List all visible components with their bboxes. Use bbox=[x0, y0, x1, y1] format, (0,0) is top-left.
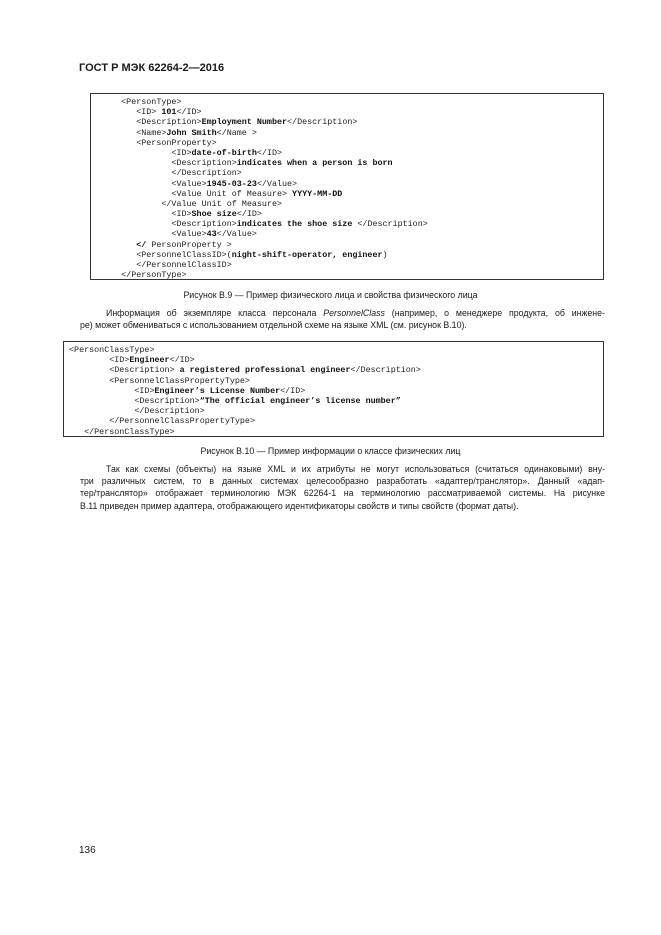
code-line bbox=[91, 107, 603, 117]
code-tag: </Name > bbox=[216, 127, 257, 138]
document-header: ГОСТ Р МЭК 62264-2—2016 bbox=[79, 62, 225, 74]
paragraph-line bbox=[80, 307, 605, 319]
code-tag: </Value> bbox=[216, 229, 257, 240]
code-tag: <PersonnelClassID>( bbox=[136, 249, 232, 260]
code-tag: <PersonClassType> bbox=[69, 345, 155, 355]
code-value-bold: Shoe size bbox=[191, 209, 237, 220]
code-line bbox=[91, 128, 603, 138]
code-line bbox=[64, 345, 603, 355]
code-tag: </ID> bbox=[176, 107, 202, 118]
code-tag: <ID> bbox=[171, 147, 192, 158]
code-tag: <PersonnelClassPropertyType> bbox=[109, 375, 250, 386]
code-tag: </PersonnelClassPropertyType> bbox=[109, 416, 255, 427]
code-value-bold: date-of-birth bbox=[191, 147, 257, 158]
code-line bbox=[91, 250, 603, 260]
paragraph-line: тер/транслятор» отображает терминологию МЭК 62264-1 на терминологию рассматриваемой системы. На рисунке bbox=[80, 488, 605, 499]
code-value-bold: Engineer bbox=[129, 355, 170, 366]
figure-caption-b9: Рисунок В.9 — Пример физического лица и свойства физического лица bbox=[183, 290, 478, 300]
code-line bbox=[91, 168, 603, 178]
code-value-bold: 101 bbox=[161, 107, 177, 118]
code-tag: <Value> bbox=[171, 229, 207, 240]
code-line bbox=[64, 406, 603, 416]
code-tag: <ID> bbox=[134, 385, 155, 396]
code-line bbox=[64, 365, 603, 375]
code-line bbox=[91, 219, 603, 229]
code-tag: ) bbox=[382, 249, 388, 260]
code-value-bold: </ bbox=[136, 239, 147, 250]
code-line bbox=[91, 229, 603, 239]
code-tag: <Value Unit of Measure> bbox=[171, 188, 293, 199]
code-tag: <ID> bbox=[171, 209, 192, 220]
code-line bbox=[91, 260, 603, 270]
code-line bbox=[64, 386, 603, 396]
paragraph-line: ре) может обмениваться с использованием отдельной схеме на языке XML (см. рисунок В.10). bbox=[80, 320, 467, 331]
paragraph-text: Информация об экземпляре класса персонала bbox=[106, 308, 324, 318]
paragraph-line: В.11 приведен пример адаптера, отображающего идентификаторы свойств и типы свойств (формат даты). bbox=[80, 500, 519, 511]
code-tag: <Description> bbox=[136, 117, 202, 128]
code-value-bold: John Smith bbox=[166, 127, 217, 138]
code-value-bold: indicates the shoe size bbox=[236, 219, 353, 230]
code-tag: <ID> bbox=[136, 107, 162, 118]
code-tag: <Value> bbox=[171, 178, 207, 189]
code-line bbox=[64, 416, 603, 426]
code-value-bold: 1945-03-23 bbox=[206, 178, 257, 189]
xml-code-block-person bbox=[90, 93, 604, 280]
code-tag: PersonProperty > bbox=[146, 239, 232, 250]
code-value-bold: Engineer’s License Number bbox=[154, 385, 281, 396]
xml-code-block-person-class bbox=[63, 341, 604, 437]
code-tag: </Description> bbox=[134, 406, 205, 417]
figure-caption-b10: Рисунок В.10 — Пример информации о классе физических лиц bbox=[200, 446, 461, 456]
code-tag: <Description> bbox=[134, 395, 200, 406]
code-line bbox=[64, 355, 603, 365]
paragraph-personnel-class bbox=[80, 307, 605, 331]
code-tag: </Description> bbox=[350, 365, 421, 376]
code-tag: <Description> bbox=[171, 158, 237, 169]
code-tag: <Name> bbox=[136, 127, 167, 138]
class-name-italic: PersonnelClass bbox=[323, 308, 385, 318]
code-value-bold: 43 bbox=[206, 229, 217, 240]
code-line bbox=[91, 97, 603, 107]
code-tag: <Description> bbox=[109, 365, 180, 376]
code-line bbox=[91, 148, 603, 158]
code-line bbox=[91, 199, 603, 209]
code-tag: </ID> bbox=[256, 147, 283, 158]
paragraph-text: (например, о менеджере продукта, об инжене- bbox=[384, 308, 605, 318]
code-tag: </PersonType> bbox=[121, 270, 187, 281]
code-tag: <ID> bbox=[109, 355, 130, 366]
code-line bbox=[64, 396, 603, 406]
code-value-bold: “The official engineer’s license number” bbox=[199, 395, 401, 406]
code-tag: </Description> bbox=[287, 117, 358, 128]
page-number: 136 bbox=[79, 845, 96, 856]
code-tag: </Description> bbox=[171, 168, 242, 179]
code-line bbox=[91, 209, 603, 219]
code-line bbox=[91, 189, 603, 199]
code-tag: </PersonClassType> bbox=[84, 426, 175, 437]
code-tag: </Value> bbox=[256, 178, 298, 189]
code-tag: <Description> bbox=[171, 219, 237, 230]
code-tag: </Description> bbox=[352, 219, 428, 230]
code-tag: </Value Unit of Measure> bbox=[161, 198, 282, 209]
code-tag: <PersonProperty> bbox=[136, 137, 217, 148]
code-line bbox=[64, 376, 603, 386]
code-value-bold: a registered professional engineer bbox=[179, 365, 351, 376]
code-tag: <PersonType> bbox=[121, 97, 182, 107]
paragraph-line: Так как схемы (объекты) на языке XML и их атрибуты не могут использоваться (считаться одинаковыми) вну- bbox=[106, 464, 605, 474]
code-line bbox=[91, 270, 603, 280]
paragraph-line: три различных систем, то в данных системах целесообразно разработать «адаптер/транслятор». Данный «адап- bbox=[80, 476, 605, 487]
code-line bbox=[91, 179, 603, 189]
code-line bbox=[91, 240, 603, 250]
code-tag: </PersonnelClassID> bbox=[136, 260, 232, 270]
paragraph-adapter bbox=[80, 463, 605, 512]
code-value-bold: Employment Number bbox=[201, 117, 288, 128]
code-line bbox=[91, 117, 603, 127]
code-value-bold: YYYY-MM-DD bbox=[292, 188, 343, 199]
code-line bbox=[91, 138, 603, 148]
code-tag: </ID> bbox=[280, 385, 306, 396]
code-value-bold: night-shift-operator, engineer bbox=[231, 249, 383, 260]
code-tag: </ID> bbox=[169, 355, 195, 366]
code-line bbox=[64, 427, 603, 437]
code-tag: </ID> bbox=[236, 209, 262, 220]
code-value-bold: indicates when a person is born bbox=[236, 158, 393, 169]
code-line bbox=[91, 158, 603, 168]
